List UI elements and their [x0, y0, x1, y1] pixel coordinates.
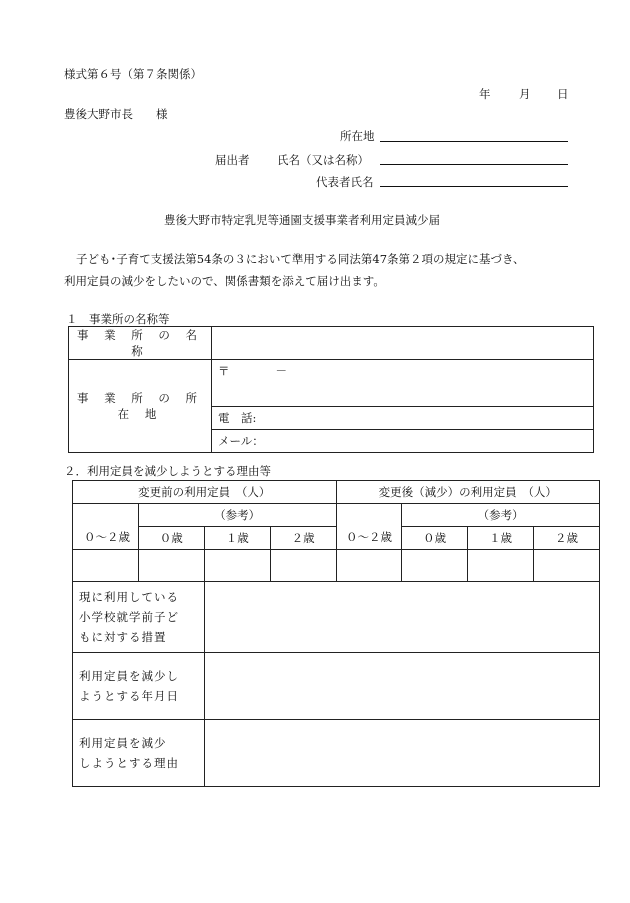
reduction-reason-label-line-2: しようとする理由: [79, 756, 179, 770]
after-age-1: １歳: [468, 527, 534, 550]
before-reference-header: （参考）: [138, 504, 336, 527]
measures-field: [204, 582, 599, 653]
before-value-0-2: [73, 550, 139, 582]
phone-label: 電 話:: [218, 411, 257, 425]
facility-address-label: 事 業 所 の 所 在 地: [69, 360, 212, 453]
date-year: 年: [479, 87, 491, 101]
body-line-1: 子ども･子育て支援法第54条の３において準用する同法第47条第２項の規定に基づき、: [76, 252, 525, 266]
reduction-date-label-line-1: 利用定員を減少し: [79, 669, 179, 683]
after-value-2: [534, 550, 600, 582]
after-capacity-header: 変更後（減少）の利用定員 （人）: [336, 481, 599, 504]
before-capacity-header: 変更前の利用定員 （人）: [73, 481, 337, 504]
addressee: 豊後大野市長 様: [64, 107, 168, 121]
after-reference-header: （参考）: [402, 504, 600, 527]
before-value-2: [270, 550, 336, 582]
facility-table: [68, 326, 594, 453]
date-day: 日: [557, 87, 569, 101]
measures-label-line-2: 小学校就学前子ど: [79, 610, 179, 624]
capacity-table: [72, 480, 600, 787]
document-title: 豊後大野市特定乳児等通園支援事業者利用定員減少届: [164, 213, 440, 227]
measures-label: [73, 582, 205, 653]
postal-field: [212, 360, 594, 407]
date-month: 月: [519, 87, 531, 101]
after-age-0: ０歳: [402, 527, 468, 550]
after-value-0-2: [336, 550, 402, 582]
representative-underline: [380, 186, 568, 187]
location-underline: [380, 141, 568, 142]
reduction-reason-field: [204, 720, 599, 787]
section2-heading: ２．利用定員を減少しようとする理由等: [64, 464, 271, 478]
form-number: 様式第６号（第７条関係）: [64, 67, 202, 81]
reduction-reason-label: [73, 720, 205, 787]
before-age-2: ２歳: [270, 527, 336, 550]
postal-text: 〒 －: [218, 364, 287, 378]
before-value-1: [204, 550, 270, 582]
phone-field: [212, 407, 594, 430]
measures-label-line-3: もに対する措置: [79, 630, 167, 644]
body-line-2: 利用定員の減少をしたいので、関係書類を添えて届け出ます。: [64, 274, 385, 288]
reduction-reason-label-line-1: 利用定員を減少: [79, 736, 167, 750]
before-age-range-label: ０～２歳: [84, 530, 130, 544]
before-value-0: [138, 550, 204, 582]
name-label: 氏名（又は名称）: [277, 153, 369, 167]
after-value-1: [468, 550, 534, 582]
facility-name-label: 事 業 所 の 名 称: [69, 327, 212, 360]
facility-name-field: [212, 327, 594, 360]
name-underline: [380, 164, 568, 165]
before-age-0: ０歳: [138, 527, 204, 550]
email-label: メール：: [218, 434, 264, 448]
measures-label-line-1: 現に利用している: [79, 590, 179, 604]
after-value-0: [402, 550, 468, 582]
notifier-label: 届出者: [215, 153, 250, 167]
section1-heading: １ 事業所の名称等: [66, 312, 170, 326]
after-age-2: ２歳: [534, 527, 600, 550]
reduction-date-field: [204, 653, 599, 720]
location-label: 所在地: [340, 129, 375, 143]
before-age-1: １歳: [204, 527, 270, 550]
reduction-date-label: [73, 653, 205, 720]
after-age-range-label: ０～２歳: [346, 530, 392, 544]
reduction-date-label-line-2: ようとする年月日: [79, 689, 179, 703]
email-field: [212, 430, 594, 453]
representative-label: 代表者氏名: [316, 175, 374, 189]
